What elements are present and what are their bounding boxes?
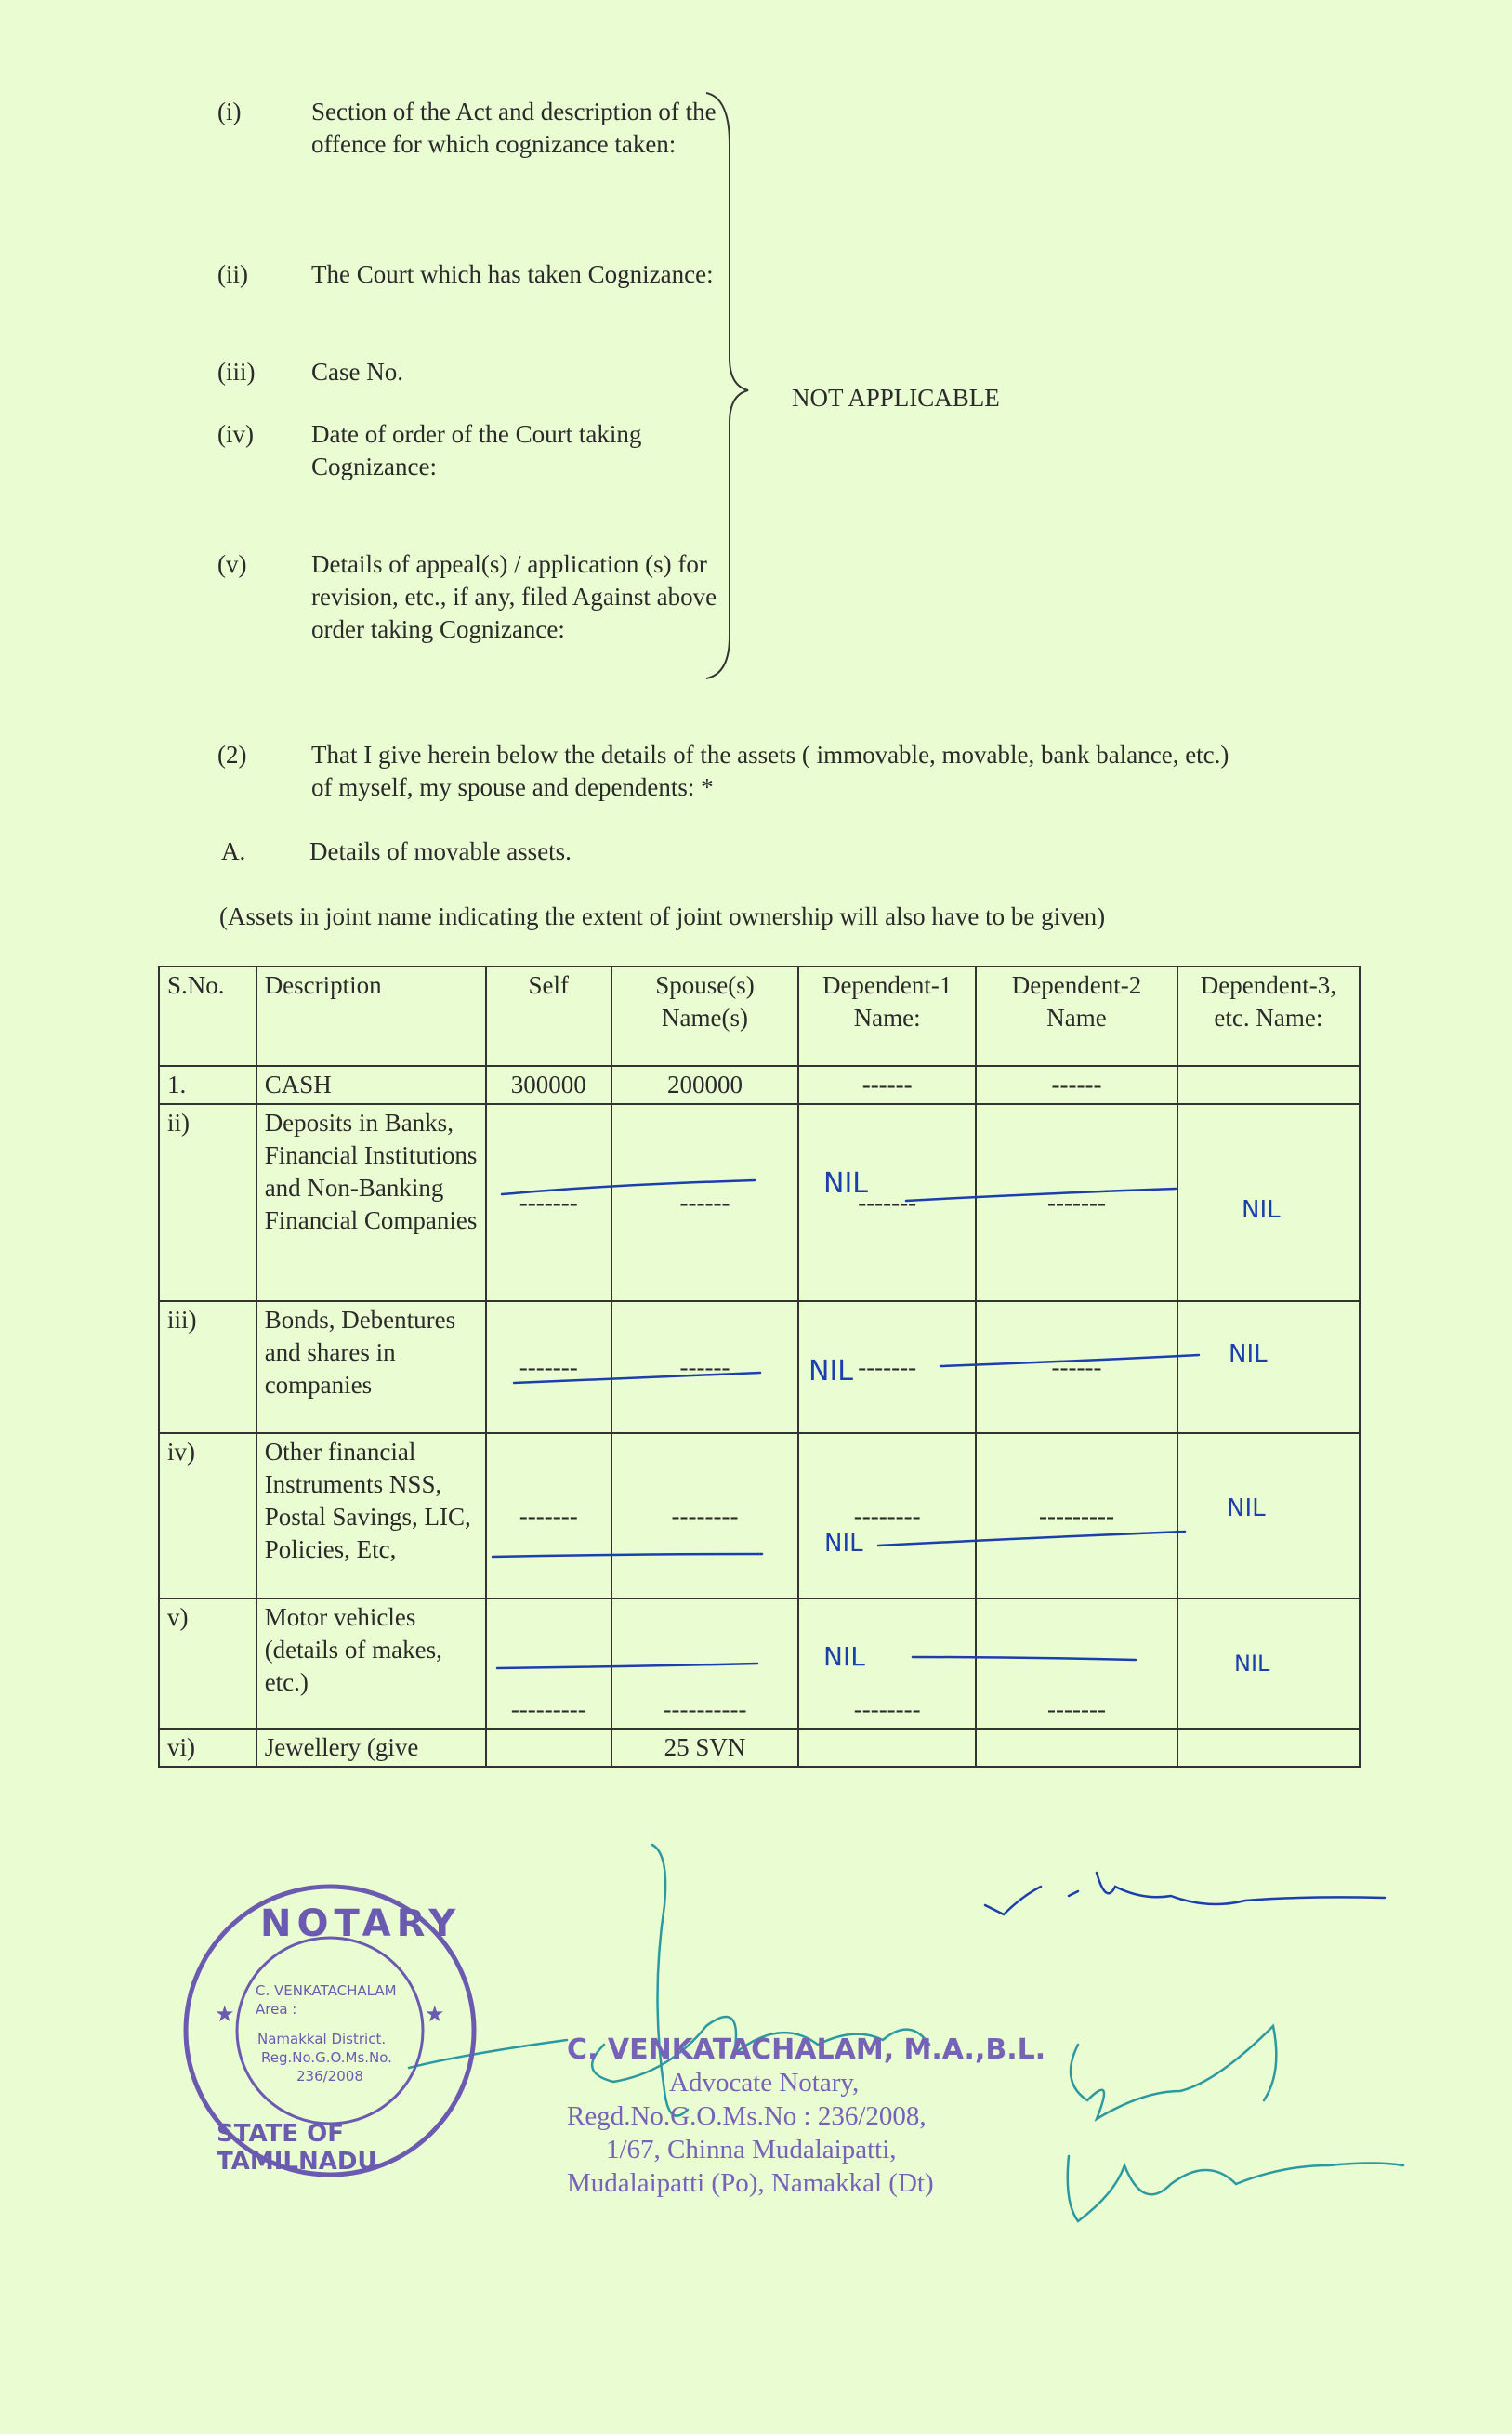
notary-address-1: 1/67, Chinna Mudalaipatti,: [606, 2135, 897, 2164]
seal-line: Reg.No.G.O.Ms.No.: [261, 2049, 392, 2066]
cell-sno: vi): [159, 1729, 256, 1767]
cell-spouse: ----------: [611, 1599, 798, 1729]
cell-spouse: 25 SVN: [611, 1729, 798, 1767]
notary-address-stamp: [567, 2033, 1045, 2200]
cell-self: -------: [486, 1301, 611, 1433]
section-letter: A.: [221, 837, 246, 865]
item-text: Case No.: [311, 358, 403, 386]
cell-spouse: ------: [611, 1301, 798, 1433]
header-sno: S.No.: [159, 967, 256, 1066]
handwritten-nil: NIL: [809, 1355, 854, 1388]
cell-spouse: ------: [611, 1104, 798, 1301]
handwritten-nil: NIL: [1227, 1494, 1266, 1522]
item-text: Date of order of the Court taking Cognizance:: [311, 420, 642, 480]
handwritten-nil: NIL: [1229, 1340, 1268, 1368]
section-title: Details of movable assets.: [309, 837, 572, 865]
cell-spouse: --------: [611, 1433, 798, 1599]
cell-description: Motor vehicles (details of makes, etc.): [256, 1599, 486, 1729]
cell-description: Other financial Instruments NSS, Postal Savings, LIC, Policies, Etc,: [256, 1433, 486, 1599]
cell-dependent-1: --------: [798, 1599, 976, 1729]
handwritten-nil: NIL: [824, 1530, 863, 1558]
cell-self: 300000: [486, 1066, 611, 1104]
notary-title: Advocate Notary,: [669, 2068, 860, 2098]
cell-description: Deposits in Banks, Financial Institutions and Non-Banking Financial Companies: [256, 1104, 486, 1301]
cell-dependent-1: ------: [798, 1066, 976, 1104]
handwritten-nil: NIL: [1234, 1651, 1270, 1677]
seal-line: Namakkal District.: [257, 2031, 387, 2047]
cell-self: -------: [486, 1104, 611, 1301]
item-text: Section of the Act and description of the offence for which cognizance taken:: [311, 98, 717, 158]
item-number: (ii): [217, 260, 248, 288]
cell-dependent-2: -------: [976, 1599, 1177, 1729]
seal-line: 236/2008: [296, 2068, 363, 2085]
item-number: (iv): [217, 420, 254, 448]
handwritten-nil: NIL: [823, 1167, 869, 1200]
header-dependent-3: Dependent-3, etc. Name:: [1177, 967, 1360, 1066]
cell-dependent-2: ---------: [976, 1433, 1177, 1599]
cell-dependent-1: --------: [798, 1433, 976, 1599]
handwritten-nil: NIL: [823, 1641, 865, 1672]
para-number: (2): [217, 741, 247, 769]
seal-top-text: NOTARY: [260, 1902, 462, 1945]
header-dependent-1: Dependent-1 Name:: [798, 967, 976, 1066]
cell-description: Jewellery (give: [256, 1729, 486, 1767]
cell-sno: v): [159, 1599, 256, 1729]
seal-bottom-text: STATE OF TAMILNADU: [217, 2120, 377, 2176]
cell-sno: 1.: [159, 1066, 256, 1104]
not-applicable-label: NOT APPLICABLE: [792, 384, 1000, 412]
item-number: (iii): [217, 358, 256, 386]
notary-seal: [181, 1882, 479, 2179]
para-text: That I give herein below the details of the assets ( immovable, movable, bank balance, etc.) of myself, my spouse and dependents: *: [311, 741, 1229, 801]
cell-sno: iii): [159, 1301, 256, 1433]
notary-name: C. VENKATACHALAM, M.A.,B.L.: [567, 2033, 1046, 2066]
cell-description: Bonds, Debentures and shares in companies: [256, 1301, 486, 1433]
item-text: The Court which has taken Cognizance:: [311, 260, 714, 288]
cell-description: CASH: [256, 1066, 486, 1104]
header-spouse: Spouse(s) Name(s): [611, 967, 798, 1066]
item-number: (v): [217, 550, 247, 578]
svg-text:★: ★: [215, 2001, 235, 2027]
cell-dependent-1: -------: [798, 1104, 976, 1301]
joint-ownership-note: (Assets in joint name indicating the extent of joint ownership will also have to be given): [219, 902, 1106, 930]
notary-address-2: Mudalaipatti (Po), Namakkal (Dt): [567, 2168, 934, 2198]
header-self: Self: [486, 967, 611, 1066]
seal-line: Area :: [256, 2001, 297, 2018]
item-number: (i): [217, 98, 242, 125]
cell-sno: ii): [159, 1104, 256, 1301]
cell-spouse: 200000: [611, 1066, 798, 1104]
cell-self: -------: [486, 1433, 611, 1599]
cell-dependent-2: ------: [976, 1066, 1177, 1104]
cell-dependent-2: ------: [976, 1301, 1177, 1433]
cell-dependent-1: -------: [798, 1301, 976, 1433]
cell-self: ---------: [486, 1599, 611, 1729]
cell-dependent-2: -------: [976, 1104, 1177, 1301]
notary-registration: Regd.No.G.O.Ms.No : 236/2008,: [567, 2101, 927, 2131]
item-text: Details of appeal(s) / application (s) for revision, etc., if any, filed Against above order taking Cognizance:: [311, 550, 717, 643]
cell-sno: iv): [159, 1433, 256, 1599]
header-dependent-2: Dependent-2 Name: [976, 967, 1177, 1066]
header-description: Description: [256, 967, 486, 1066]
svg-text:★: ★: [425, 2001, 445, 2027]
handwritten-nil: NIL: [1242, 1196, 1281, 1224]
seal-line: C. VENKATACHALAM: [256, 1982, 397, 1999]
